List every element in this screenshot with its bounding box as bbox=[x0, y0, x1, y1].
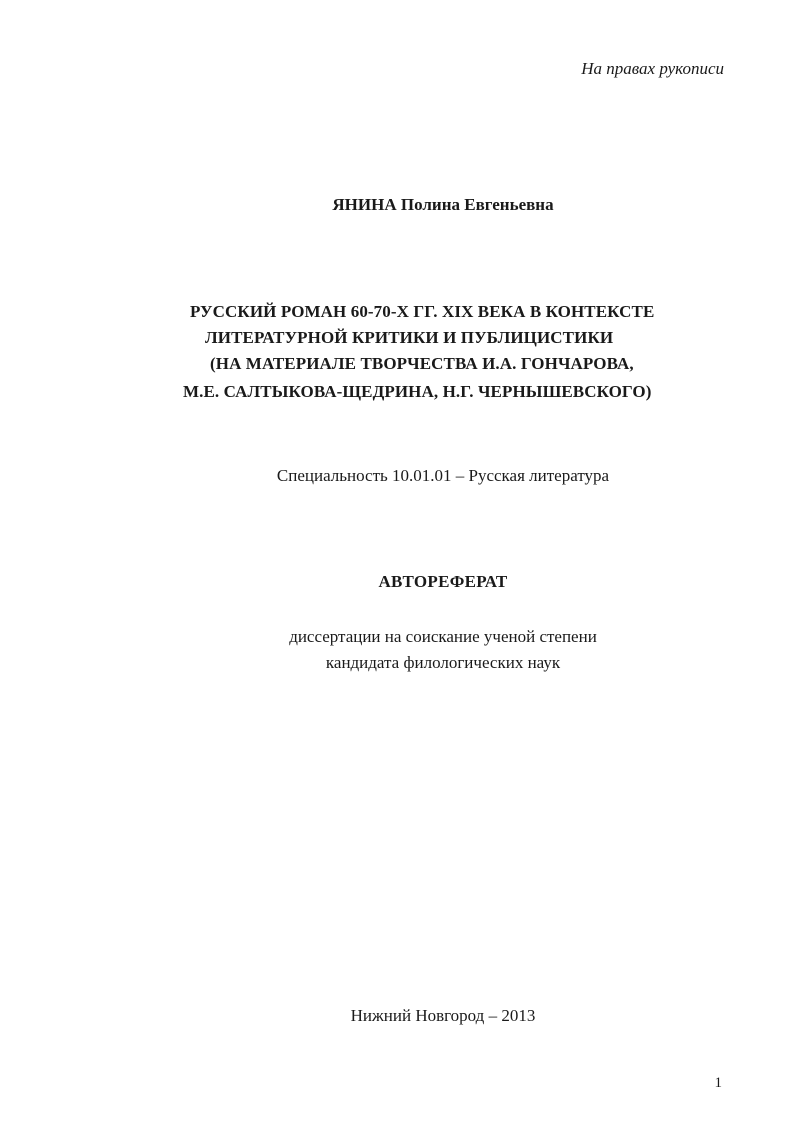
document-type-heading: АВТОРЕФЕРАТ bbox=[378, 572, 508, 591]
title-line-1: РУССКИЙ РОМАН 60-70-Х ГГ. XIX ВЕКА В КОНТЕКСТЕ bbox=[190, 302, 655, 321]
title-line-3: (НА МАТЕРИАЛЕ ТВОРЧЕСТВА И.А. ГОНЧАРОВА, bbox=[210, 354, 634, 373]
page-number: 1 bbox=[714, 1075, 722, 1091]
manuscript-note: На правах рукописи bbox=[581, 59, 724, 78]
degree-line-1: диссертации на соискание ученой степени bbox=[289, 627, 597, 646]
specialty-line: Специальность 10.01.01 – Русская литература bbox=[276, 466, 610, 485]
title-line-2: ЛИТЕРАТУРНОЙ КРИТИКИ И ПУБЛИЦИСТИКИ bbox=[205, 328, 614, 347]
author-name: ЯНИНА Полина Евгеньевна bbox=[332, 195, 554, 214]
title-line-4: М.Е. САЛТЫКОВА-ЩЕДРИНА, Н.Г. ЧЕРНЫШЕВСКОГО) bbox=[183, 382, 652, 401]
place-and-year: Нижний Новгород – 2013 bbox=[350, 1006, 536, 1025]
degree-line-2: кандидата филологических наук bbox=[325, 653, 561, 672]
